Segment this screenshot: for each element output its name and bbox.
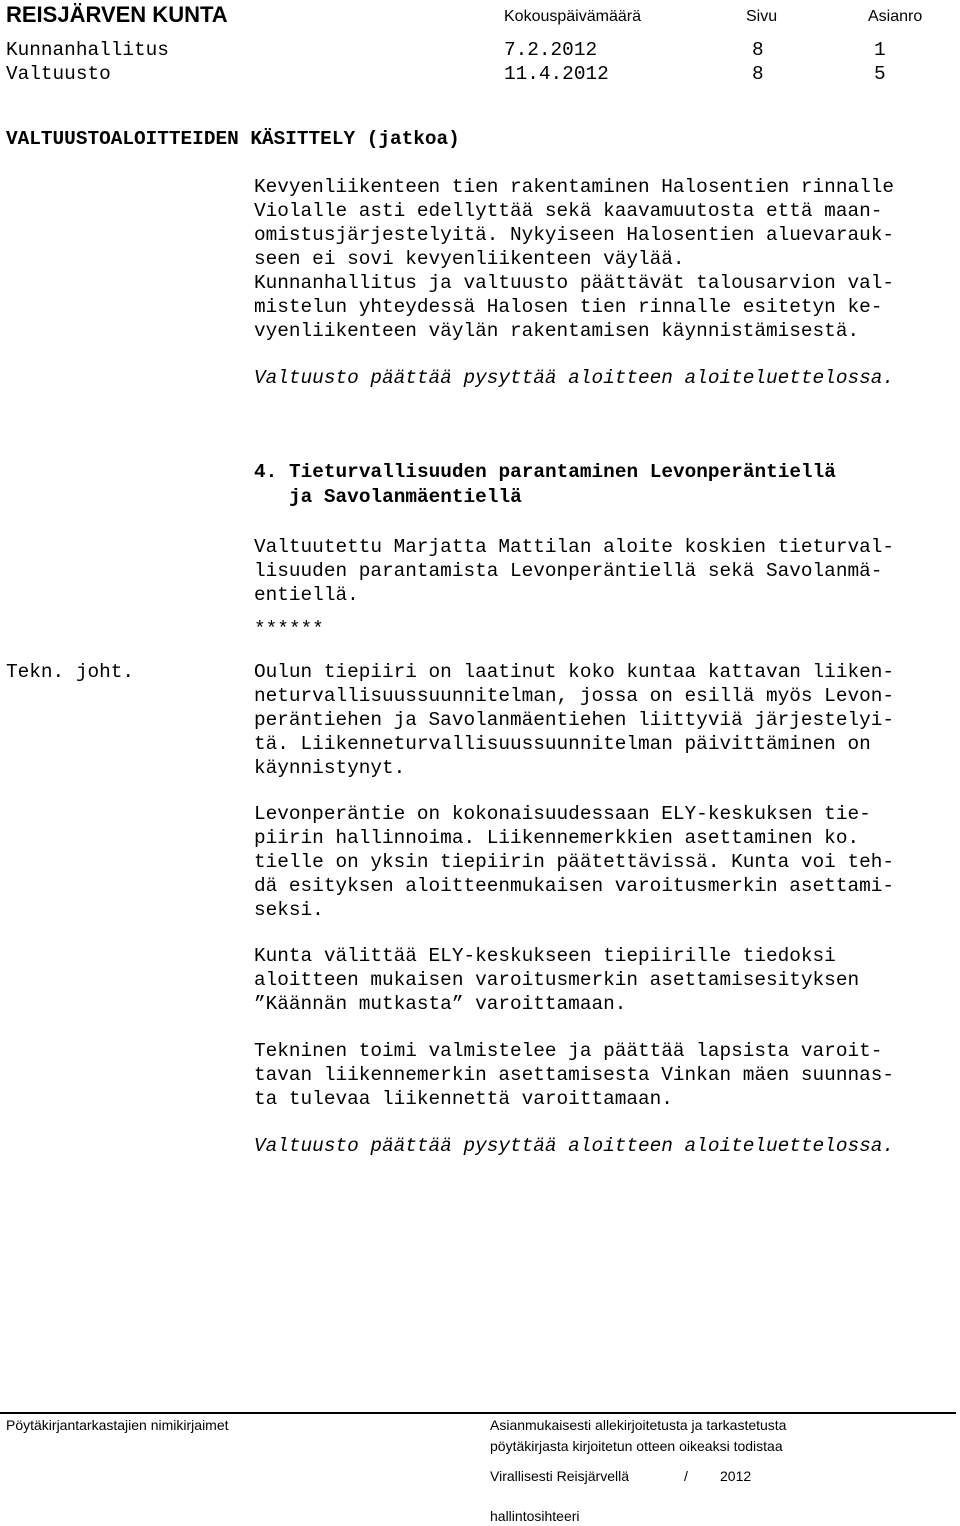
item-title: Tieturvallisuuden parantaminen Levonperäntiellä [289,461,836,483]
meeting-date-label: Kokouspäivämäärä [504,8,641,25]
page-label: Sivu [746,8,778,25]
text-line: seksi. [254,899,324,921]
footer-divider [0,1412,956,1414]
header-row-case: 5 [874,63,886,85]
text-line: peräntiehen ja Savolanmäentiehen liittyviä järjestelyi- [254,709,894,731]
footer-slash: / [684,1468,688,1484]
text-line: ta tulevaa liikennettä varoittamaan. [254,1088,673,1110]
text-line: mistelun yhteydessä Halosen tien rinnalle esitetyn ke- [254,296,883,318]
text-line: neturvallisuussuunnitelman, jossa on esillä myös Levon- [254,685,894,707]
decision-text: Valtuusto päättää pysyttää aloitteen aloiteluettelossa. [254,1135,894,1157]
text-line: vyenliikenteen väylän rakentamisen käynnistämisestä. [254,320,860,342]
case-number-label: Asianro [868,8,923,25]
text-line: Kunnanhallitus ja valtuusto päättävät talousarvion val- [254,272,894,294]
item-number: 4. [254,461,278,483]
header-row-body: Kunnanhallitus [6,39,169,61]
header-row-date: 7.2.2012 [504,39,598,61]
text-line: ”Käännän mutkasta” varoittamaan. [254,993,627,1015]
text-line: Oulun tiepiiri on laatinut koko kuntaa kattavan liiken- [254,661,894,683]
organization-name: REISJÄRVEN KUNTA [6,2,228,27]
side-label: Tekn. joht. [6,661,134,683]
footer-certification-line: Asianmukaisesti allekirjoitetusta ja tarkastetusta [490,1417,787,1433]
section-title: VALTUUSTOALOITTEIDEN KÄSITTELY (jatkoa) [6,128,460,150]
text-line: Kevyenliikenteen tien rakentaminen Halosentien rinnalle [254,176,894,198]
text-line: Levonperäntie on kokonaisuudessaan ELY-keskuksen tie- [254,803,871,825]
text-line: käynnistynyt. [254,757,406,779]
text-line: dä esityksen aloitteenmukaisen varoitusmerkin asettami- [254,875,894,897]
footer-year: 2012 [720,1468,752,1484]
text-line: piirin hallinnoima. Liikennemerkkien asettaminen ko. [254,827,860,849]
decision-text: Valtuusto päättää pysyttää aloitteen aloiteluettelossa. [254,367,894,389]
paragraph-technical [254,1039,954,1111]
header-row-page: 8 [752,63,764,85]
text-line: tielle on yksin tiepiirin päätettävissä. Kunta voi teh- [254,851,894,873]
footer-place: Virallisesti Reisjärvellä [490,1468,630,1484]
paragraph-safety-plan [254,660,954,780]
text-line: tä. Liikenneturvallisuussuunnitelman päivittäminen on [254,733,871,755]
footer-signer: hallintosihteeri [490,1508,580,1524]
text-line: omistusjärjestelyitä. Nykyiseen Halosentien aluevarauk- [254,224,894,246]
header-row-body: Valtuusto [6,63,111,85]
text-line: tavan liikennemerkin asettamisesta Vinkan mäen suunnas- [254,1064,894,1086]
item-title: ja Savolanmäentiellä [289,486,522,508]
text-line: Violalle asti edellyttää sekä kaavamuutosta että maan- [254,200,883,222]
header-row-case: 1 [874,39,886,61]
header-row-page: 8 [752,39,764,61]
text-line: Valtuutettu Marjatta Mattilan aloite koskien tieturval- [254,536,894,558]
text-line: lisuuden parantamista Levonperäntiellä sekä Savolanmä- [254,560,883,582]
paragraph-forwarding [254,944,954,1016]
footer-initials-label: Pöytäkirjantarkastajien nimikirjaimet [6,1417,229,1433]
text-line: aloitteen mukaisen varoitusmerkin asettamisesityksen [254,969,860,991]
paragraph-initiative [254,535,954,607]
paragraph-road-plan [254,175,954,343]
footer-certification-line: pöytäkirjasta kirjoitetun otteen oikeaksi todistaa [490,1438,783,1454]
header-row-date: 11.4.2012 [504,63,609,85]
paragraph-ely [254,802,954,922]
text-line: entiellä. [254,584,359,606]
text-line: Kunta välittää ELY-keskukseen tiepiirille tiedoksi [254,945,836,967]
separator-stars: ****** [254,618,324,640]
text-line: Tekninen toimi valmistelee ja päättää lapsista varoit- [254,1040,883,1062]
text-line: seen ei sovi kevyenliikenteen väylää. [254,248,685,270]
